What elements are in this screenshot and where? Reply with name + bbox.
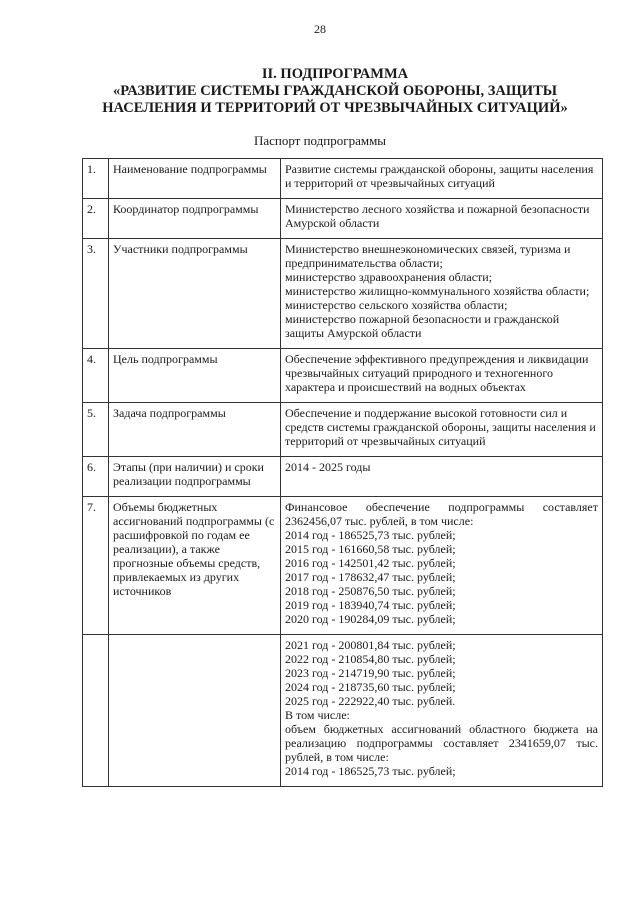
funding-subheading: В том числе: xyxy=(285,708,350,722)
participant-item: министерство здравоохранения области; xyxy=(285,270,493,284)
row-number: 6. xyxy=(83,457,109,497)
row-label: Задача подпрограммы xyxy=(109,403,281,457)
row-number: 4. xyxy=(83,349,109,403)
passport-table xyxy=(82,158,603,787)
funding-year: 2022 год - 210854,80 тыс. рублей; xyxy=(285,652,456,666)
funding-year: 2020 год - 190284,09 тыс. рублей; xyxy=(285,612,456,626)
row-label: Координатор подпрограммы xyxy=(109,199,281,239)
row-value: Министерство лесного хозяйства и пожарной безопасности Амурской области xyxy=(281,199,603,239)
row-value xyxy=(281,635,603,787)
heading-line-2: «РАЗВИТИЕ СИСТЕМЫ ГРАЖДАНСКОЙ ОБОРОНЫ, ЗАЩИТЫ xyxy=(113,83,557,99)
row-value: 2014 - 2025 годы xyxy=(281,457,603,497)
participant-item: министерство пожарной безопасности и гражданской защиты Амурской области xyxy=(285,312,560,340)
row-number: 1. xyxy=(83,159,109,199)
funding-year: 2021 год - 200801,84 тыс. рублей; xyxy=(285,638,456,652)
heading-line-3: НАСЕЛЕНИЯ И ТЕРРИТОРИЙ ОТ ЧРЕЗВЫЧАЙНЫХ СИТУАЦИЙ» xyxy=(102,100,568,116)
row-label: Объемы бюджетных ассигнований подпрограммы (с расшифровкой по годам ее реализации), а также прогнозные объемы средств, привлекаемых из других источников xyxy=(109,497,281,635)
row-number: 7. xyxy=(83,497,109,635)
table-row xyxy=(83,159,603,199)
funding-year: 2024 год - 218735,60 тыс. рублей; xyxy=(285,680,456,694)
participant-item: министерство сельского хозяйства области; xyxy=(285,298,508,312)
funding-year: 2015 год - 161660,58 тыс. рублей; xyxy=(285,542,456,556)
regional-budget-text: объем бюджетных ассигнований областного бюджета на реализацию подпрограммы составляет 2341659,07 тыс. рублей, в том числе: xyxy=(285,722,598,764)
passport-subtitle: Паспорт подпрограммы xyxy=(253,133,387,148)
table-row xyxy=(83,497,603,635)
row-number: 3. xyxy=(83,239,109,349)
participant-item: Министерство внешнеэкономических связей, туризма и предпринимательства области; xyxy=(285,242,571,270)
table-row xyxy=(83,349,603,403)
funding-year: 2023 год - 214719,90 тыс. рублей; xyxy=(285,666,456,680)
table-row xyxy=(83,199,603,239)
funding-year: 2016 год - 142501,42 тыс. рублей; xyxy=(285,556,456,570)
row-number: 2. xyxy=(83,199,109,239)
heading-line-1: II. ПОДПРОГРАММА xyxy=(261,66,409,82)
row-value: Развитие системы гражданской обороны, защиты населения и территорий от чрезвычайных ситуаций xyxy=(281,159,603,199)
funding-intro: Финансовое обеспечение подпрограммы составляет 2362456,07 тыс. рублей, в том числе: xyxy=(285,500,598,528)
row-value: Обеспечение и поддержание высокой готовности сил и средств системы гражданской обороны, защиты населения и территорий от чрезвычайных ситуаций xyxy=(281,403,603,457)
funding-year: 2019 год - 183940,74 тыс. рублей; xyxy=(285,598,456,612)
row-label: Участники подпрограммы xyxy=(109,239,281,349)
funding-year: 2018 год - 250876,50 тыс. рублей; xyxy=(285,584,456,598)
table-row xyxy=(83,635,603,787)
row-value xyxy=(281,239,603,349)
funding-year: 2025 год - 222922,40 тыс. рублей. xyxy=(285,694,456,708)
row-value xyxy=(281,497,603,635)
row-label: Наименование подпрограммы xyxy=(109,159,281,199)
table-row xyxy=(83,403,603,457)
table-row xyxy=(83,239,603,349)
subprogram-heading xyxy=(90,66,580,117)
funding-year: 2014 год - 186525,73 тыс. рублей; xyxy=(285,528,456,542)
funding-year: 2017 год - 178632,47 тыс. рублей; xyxy=(285,570,456,584)
row-label: Этапы (при наличии) и сроки реализации подпрограммы xyxy=(109,457,281,497)
row-value: Обеспечение эффективного предупреждения и ликвидации чрезвычайных ситуаций природного и техногенного характера и происшествий на водных объектах xyxy=(281,349,603,403)
row-label xyxy=(109,635,281,787)
page-number: 28 xyxy=(314,22,326,36)
table-row xyxy=(83,457,603,497)
row-label: Цель подпрограммы xyxy=(109,349,281,403)
row-number xyxy=(83,635,109,787)
funding-year: 2014 год - 186525,73 тыс. рублей; xyxy=(285,764,456,778)
row-number: 5. xyxy=(83,403,109,457)
participant-item: министерство жилищно-коммунального хозяйства области; xyxy=(285,284,590,298)
